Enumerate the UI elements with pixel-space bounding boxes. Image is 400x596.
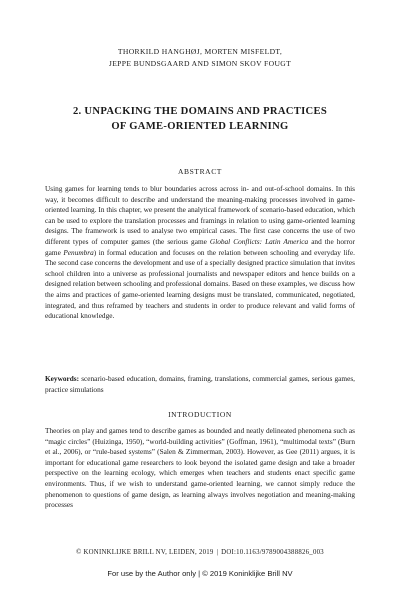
keywords-label: Keywords: [45, 374, 80, 383]
author-line-2: JEPPE BUNDSGAARD AND SIMON SKOV FOUGT [108, 59, 292, 68]
abstract-body [45, 184, 355, 322]
footer-copyright-line [0, 549, 400, 556]
game-title-penumbra: Penumbra [63, 247, 94, 257]
footer-separator: | [216, 549, 219, 556]
introduction-body [45, 426, 355, 511]
introduction-paragraph: Theories on play and games tend to describe games as bounded and neatly delineated phenomena such as “magic circles” (Huizinga, 1950), “world-building activities” (Goffman, 1961), “multimodal texts” (Burn et al., 2006), or “rule-based systems” (Salen & Zimmerman, 2003). However, as Gee (2011) argues, it is important for educational game researchers to look beyond the isolated game design and take a broader perspective on the learning ecology, which emerges when teachers and students enact specific game environments. Thus, if we wish to understand game-oriented learning, we cannot simply reduce the phenomenon to questions of game design, as learning always involves negotiation and meaning-making processes [45, 426, 355, 510]
abstract-text-part-2: and the horror game [45, 236, 355, 257]
author-line-1: THORKILD HANGHØJ, MORTEN MISFELDT, [117, 47, 283, 56]
chapter-title-line-1: 2. UNPACKING THE DOMAINS AND PRACTICES [72, 106, 328, 117]
doi-text: DOI:10.1163/9789004388826_003 [221, 549, 324, 556]
keywords-text: scenario-based education, domains, framing, translations, commercial games, serious games, practice simulations [45, 374, 355, 394]
footer-author-note: For use by the Author only | © 2019 Koninklijke Brill NV [107, 569, 293, 578]
copyright-text: © KONINKLIJKE BRILL NV, LEIDEN, 2019 [76, 549, 214, 556]
abstract-text-part-3: ) in formal education and focuses on the relation between schooling and everyday life. The second case concerns the development and use of a specially designed practice simulation that invites school children into a universe as professional journalists and newspaper editors and hence builds on a designed relation between schooling and professional domains. Based on these examples, we discuss how the aims and practices of game-oriented learning designs must be translated, communicated, negotiated, integrated, and thus reframed by teachers and students in order to produce relevant and valid forms of educational knowledge. [45, 247, 355, 321]
game-title-global-conflicts: Global Conflicts: Latin America [209, 236, 309, 246]
abstract-paragraph [45, 184, 355, 322]
introduction-heading: INTRODUCTION [168, 410, 232, 419]
abstract-text-part-1: Using games for learning tends to blur boundaries across across in- and out-of-school domains. In this way, it becomes difficult to describe and understand the meaning-making processes involved in game-oriented learning. In this chapter, we present the analytical framework of scenario-based education, which can be used to explore the translation processes and framings in relation to using game-oriented learning designs. The framework is used to analyse two empirical cases. The first case concerns the use of two different types of computer games (the serious game [45, 184, 355, 246]
chapter-title [0, 104, 400, 134]
chapter-title-line-2: OF GAME-ORIENTED LEARNING [111, 121, 289, 132]
abstract-heading: ABSTRACT [178, 167, 222, 176]
author-list [0, 46, 400, 70]
keywords-block [45, 374, 355, 395]
